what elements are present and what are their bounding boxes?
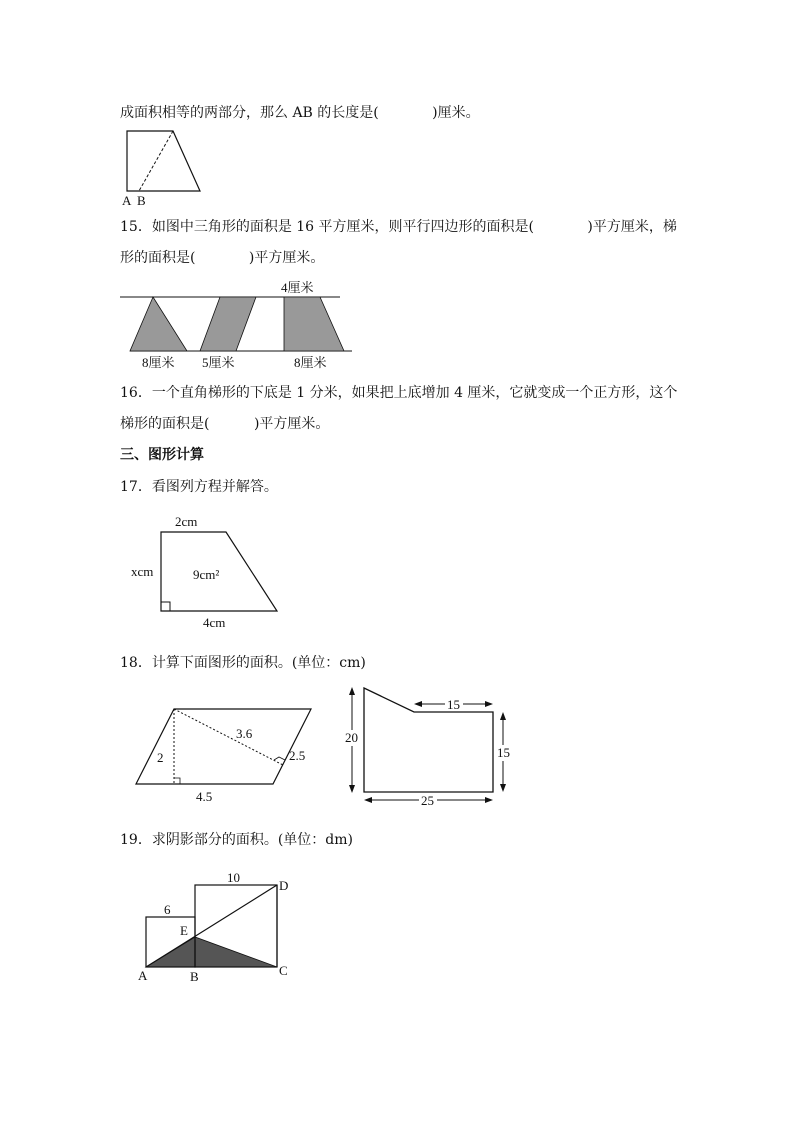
q19-text: 19．求阴影部分的面积。(单位：dm): [120, 832, 353, 848]
point-b-label: B: [190, 969, 199, 984]
parallelogram-shape: [200, 297, 256, 351]
q16-text-line1: 16．一个直角梯形的下底是 1 分米，如果把上底增加 4 厘米，它就变成一个正方形，这个: [120, 385, 678, 401]
top-length-label: 10: [227, 870, 240, 885]
q14-trapezoid-figure: [118, 128, 208, 208]
base-label: 4.5: [196, 789, 213, 804]
point-c-label: C: [279, 963, 288, 978]
label-b: B: [137, 193, 146, 208]
diagonal-label: 3.6: [236, 726, 253, 741]
left-dim-label: 20: [345, 730, 358, 745]
area-label: 9cm²: [193, 567, 220, 582]
q18-parallelogram-figure: [130, 702, 320, 807]
height-label: 2: [157, 750, 164, 765]
section-title: 三、图形计算: [120, 447, 204, 463]
q18-text: 18．计算下面图形的面积。(单位：cm): [120, 655, 366, 671]
bottom-dim-label: 25: [421, 793, 434, 808]
point-d-label: D: [279, 878, 289, 893]
q18-polygon-figure: [340, 680, 520, 810]
trapezoid-base-label: 8厘米: [294, 355, 327, 370]
top-dim-label: 15: [447, 697, 460, 712]
label-a: A: [122, 193, 132, 208]
q15-shapes-figure: [118, 278, 358, 373]
q15-text-line1: 15．如图中三角形的面积是 16 平方厘米，则平行四边形的面积是( )平方厘米，梯: [120, 219, 677, 235]
triangle-base-label: 8厘米: [142, 355, 175, 370]
shaded-region: [146, 937, 277, 967]
q17-right-trapezoid-figure: [128, 512, 288, 634]
side-label: 2.5: [289, 748, 306, 763]
q19-squares-figure: [134, 868, 299, 986]
bottom-base-label: 4cm: [203, 615, 226, 630]
trapezoid-shape: [284, 297, 344, 351]
point-a-label: A: [138, 968, 148, 983]
q16-text-line2: 梯形的面积是( )平方厘米。: [120, 416, 330, 432]
point-e-label: E: [180, 923, 188, 938]
height-label: xcm: [131, 564, 154, 579]
top-length-label: 4厘米: [281, 280, 314, 295]
small-square-label: 6: [164, 902, 171, 917]
q17-text: 17．看图列方程并解答。: [120, 479, 278, 495]
parallelogram-base-label: 5厘米: [202, 355, 235, 370]
q15-text-line2: 形的面积是( )平方厘米。: [120, 250, 325, 266]
right-dim-label: 15: [497, 745, 510, 760]
triangle-shape: [130, 297, 187, 351]
q14-text: 成面积相等的两部分，那么 AB 的长度是( )厘米。: [120, 105, 480, 121]
top-base-label: 2cm: [175, 514, 198, 529]
